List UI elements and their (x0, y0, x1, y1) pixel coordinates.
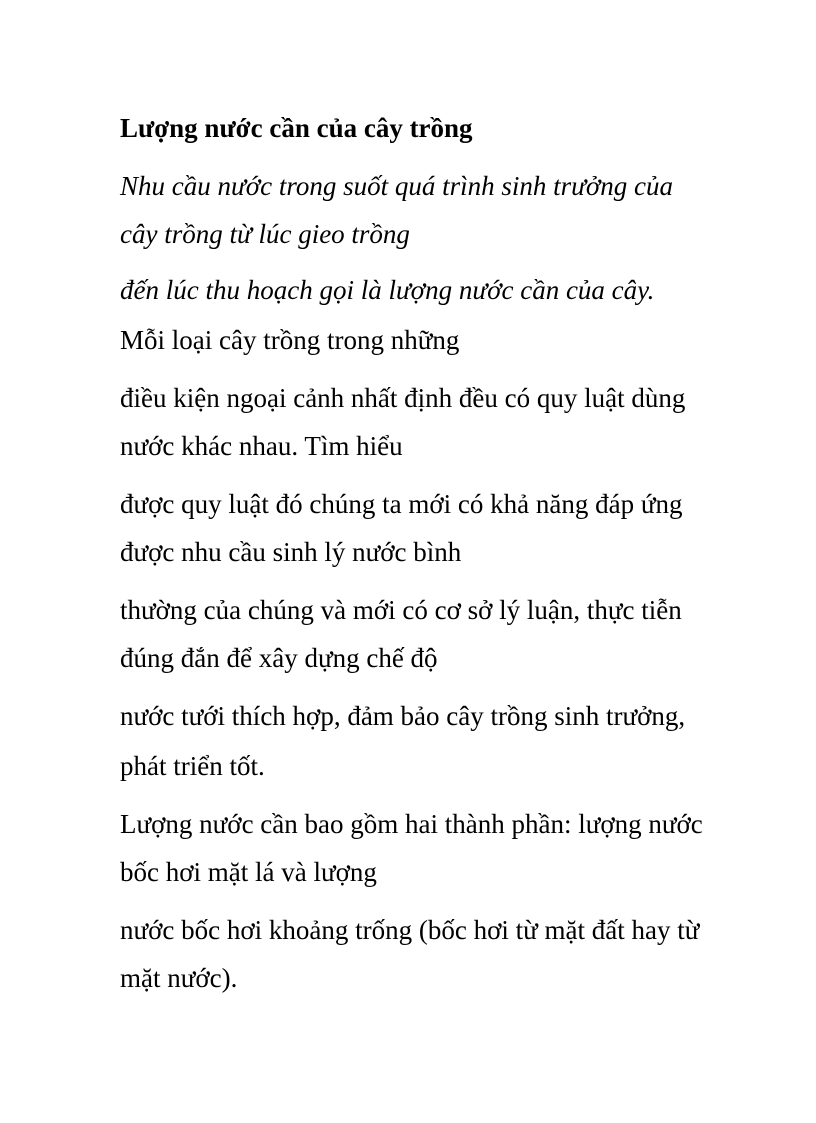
text-line: cây trồng từ lúc gieo trồng (120, 219, 410, 249)
text-line: phát triển tốt. (120, 751, 265, 781)
document-title: Lượng nước cần của cây trồng (120, 113, 473, 143)
text-line: Nhu cầu nước trong suốt quá trình sinh trưởng của (120, 171, 674, 201)
text-line: điều kiện ngoại cảnh nhất định đều có quy luật dùng (120, 383, 686, 413)
text-line: mặt nước). (120, 963, 238, 993)
text-line: bốc hơi mặt lá và lượng (120, 857, 377, 887)
text-line: đến lúc thu hoạch gọi là lượng nước cần của cây. (120, 275, 655, 305)
text-line: nước bốc hơi khoảng trống (bốc hơi từ mặt đất hay từ (120, 915, 700, 945)
text-line: Lượng nước cần bao gồm hai thành phần: lượng nước (120, 809, 703, 839)
text-line: nước tưới thích hợp, đảm bảo cây trồng sinh trưởng, (120, 701, 686, 731)
text-line: được nhu cầu sinh lý nước bình (120, 537, 462, 567)
text-line: nước khác nhau. Tìm hiểu (120, 431, 403, 461)
text-line: Mỗi loại cây trồng trong những (120, 325, 460, 355)
text-line: thường của chúng và mới có cơ sở lý luận, thực tiễn (120, 595, 682, 625)
text-line: được quy luật đó chúng ta mới có khả năng đáp ứng (120, 489, 683, 519)
text-line: đúng đắn để xây dựng chế độ (120, 643, 438, 673)
